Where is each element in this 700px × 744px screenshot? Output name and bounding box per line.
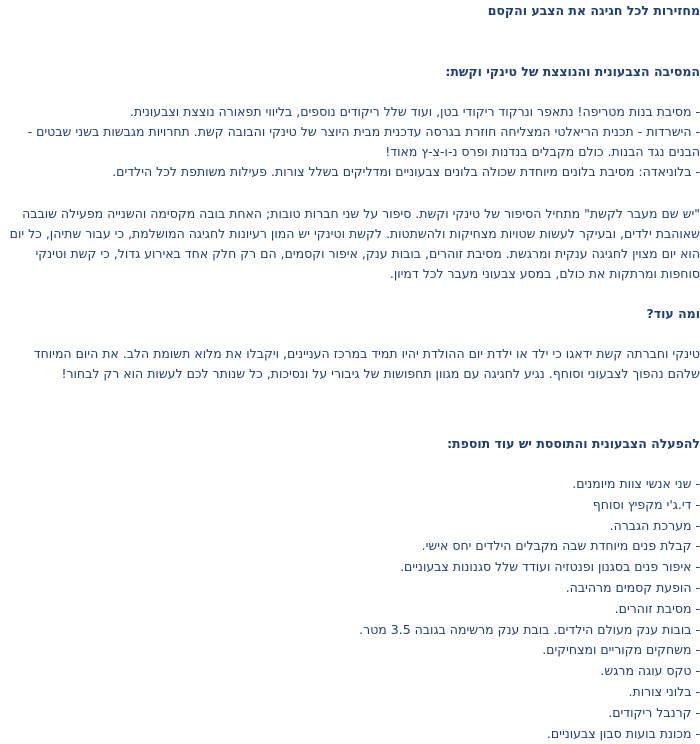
list-item: - טקס עוגה מרגש. [600,663,700,679]
list-item: - די.ג'י מקפיץ וסוחף [592,496,700,512]
list-item: - בובות ענק מעולם הילדים. בובת ענק מרשימה בגובה 3.5 מטר. [359,621,700,637]
list-item: - הופעת קסמים מרהיבה. [565,579,700,595]
list-item: - מסיבת זוהרים. [614,600,700,616]
party-bullets [2,102,700,182]
party-bullet-survivor: - הישרדות - תכנית הריאלטי המצליחה חוזרת בגרסה עדכנית מבית היוצר של טינקי והבובה קשת. תחרויות מגבשות בשני שבטים - הבנים נגד הבנות. כולם מקבלים בנדנות ופרס נ-ו-צ-ץ מאוד! [27,124,700,159]
section-spacer [2,406,700,436]
list-item: - מערכת הגברה. [609,517,700,533]
more-section-heading: ומה עוד? [646,306,700,321]
list-item: - שני אנשי צוות מיומנים. [572,476,700,491]
party-section-heading: המסיבה הצבעונית והנוצצת של טינקי וקשת: [445,64,700,79]
list-item: - איפור פנים בסגנון ופנטזיה ועודד שלל סגנונות צבעוניים. [400,559,700,575]
party-bullet-belly-dance: - מסיבת בנות מטריפה! נתאפר ונרקוד ריקודי בטן, ועוד שלל ריקודים נוספים, בליווי תפאורה נוצצת וצבעונית. [129,104,700,119]
party-bullet-balloons: - בלוניאדה: מסיבת בלונים מיוחדת שכולה בלונים צבעוניים ומדליקים בשלל צורות. פעילות משותפת לכל הילדים. [112,164,700,179]
extras-section-heading: להפעלה הצבעונית והתוססת יש עוד תוספת: [447,436,700,451]
more-paragraph: טינקי וחברתה קשת ידאגו כי ילד או ילדת יום ההולדת יהיו תמיד במרכז העניינים, ויקבלו את מלוא תשומת הלב. את היום המיוחד שלהם נהפוך לצבעוני וסוחף. נגיע לחגיגה עם מגוון תחפושות של גיבורי על ונסיכות, כל שנותר לכם לעשות הוא רק לבחור! [33,346,700,381]
list-item: - בלוני צורות. [628,683,700,699]
extras-list [2,474,700,744]
list-item: - קרנבל ריקודים. [608,704,700,720]
story-paragraph: "יש שם מעבר לקשת" מתחיל הסיפור של טינקי וקשת. סיפור על שני חברות טובות; האחת בובה מקסימה והשנייה מפעילה שובבה שאוהבת ילדים, ובעיקר לעשות שטויות מצחיקות ולהשתטות. לקשת וטינקי יש המון רעיונות לחגיגה המושלמת, כי עבור שתיהן, כל יום הוא יום מצוין לחגיגה ענקית ומרגשת. מסיבת זוהרים, בובות ענק, איפור וקסמים, הם רק חלק אחד באירוע גדול, כי קשת וטינקי סוחפות ומרתקות את כולם, במסע צבעוני מעבר לכל דמיון. [9,206,700,281]
list-item: - משחקים מקוריים ומצחיקים. [542,642,700,658]
list-item: - קבלת פנים מיוחדת שבה מקבלים הילדים יחס אישי. [421,538,700,554]
list-item: - מכונת בועות סבון צבעוניים. [546,725,700,741]
page-title: מחזירות לכל חגיגה את הצבע והקסם [487,3,700,18]
